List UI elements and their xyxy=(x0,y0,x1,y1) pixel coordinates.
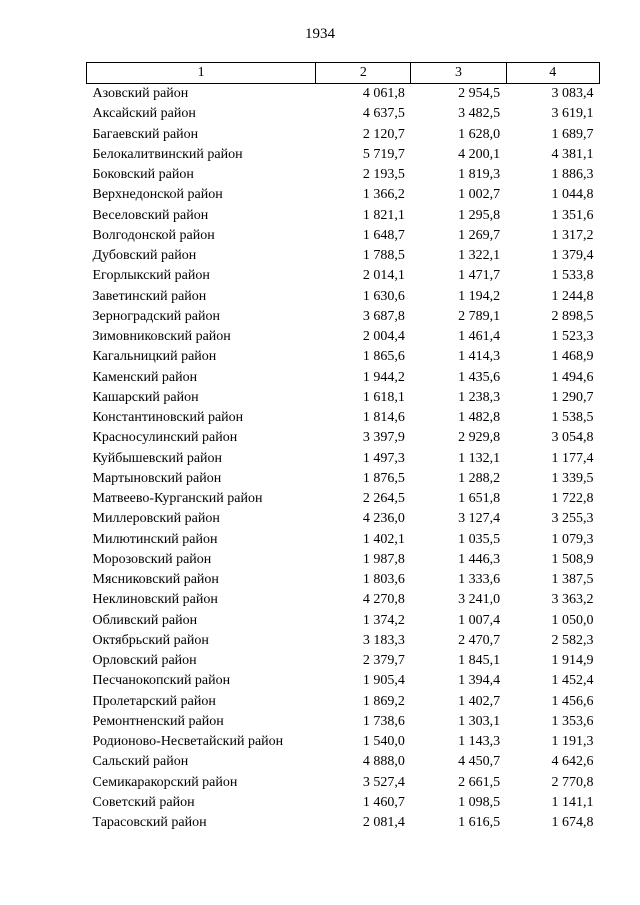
table-row xyxy=(87,530,600,550)
value-cell-col2: 5 719,7 xyxy=(362,146,405,162)
value-cell-col2: 4 270,8 xyxy=(362,592,405,608)
value-cell-col3: 1 845,1 xyxy=(458,653,501,669)
table-row xyxy=(87,773,600,793)
table-row xyxy=(87,449,600,469)
value-cell-col4: 3 054,8 xyxy=(551,430,594,446)
value-cell-col3: 3 241,0 xyxy=(458,592,501,608)
value-cell-col4: 1 079,3 xyxy=(551,531,594,547)
value-cell-col3: 1 616,5 xyxy=(458,815,501,831)
district-name-cell: Октябрьский район xyxy=(92,632,209,648)
value-cell-col2: 3 183,3 xyxy=(362,632,405,648)
value-cell-col3: 1 628,0 xyxy=(458,126,501,142)
value-cell-col3: 2 929,8 xyxy=(458,430,501,446)
district-name-cell: Мартыновский район xyxy=(92,470,222,486)
district-name-cell: Морозовский район xyxy=(92,551,212,567)
value-cell-col4: 1 538,5 xyxy=(551,410,594,426)
value-cell-col4: 1 886,3 xyxy=(551,167,594,183)
value-cell-col2: 1 869,2 xyxy=(362,693,405,709)
value-cell-col2: 2 004,4 xyxy=(362,329,405,345)
value-cell-col2: 1 460,7 xyxy=(362,794,405,810)
district-name-cell: Аксайский район xyxy=(92,106,196,122)
table-row xyxy=(87,428,600,448)
value-cell-col4: 1 317,2 xyxy=(551,227,594,243)
column-header-3: 3 xyxy=(411,63,506,84)
district-name-cell: Кагальницкий район xyxy=(92,349,217,365)
value-cell-col3: 1 288,2 xyxy=(458,470,501,486)
table-row xyxy=(87,327,600,347)
value-cell-col4: 1 141,1 xyxy=(551,794,594,810)
district-name-cell: Красносулинский район xyxy=(92,430,238,446)
value-cell-col2: 1 788,5 xyxy=(362,248,405,264)
value-cell-col3: 3 127,4 xyxy=(458,511,501,527)
district-name-cell: Дубовский район xyxy=(92,248,197,264)
table-row xyxy=(87,631,600,651)
value-cell-col2: 1 876,5 xyxy=(362,470,405,486)
value-cell-col3: 1 414,3 xyxy=(458,349,501,365)
table-row xyxy=(87,469,600,489)
district-name-cell: Семикаракорский район xyxy=(92,774,238,790)
value-cell-col4: 1 494,6 xyxy=(551,369,594,385)
district-name-cell: Тарасовский район xyxy=(92,815,207,831)
value-cell-col2: 4 888,0 xyxy=(362,754,405,770)
value-cell-col4: 1 674,8 xyxy=(551,815,594,831)
column-header-2: 2 xyxy=(316,63,411,84)
table-body xyxy=(87,84,600,834)
value-cell-col4: 1 452,4 xyxy=(551,673,594,689)
table-row xyxy=(87,185,600,205)
value-cell-col4: 1 523,3 xyxy=(551,329,594,345)
table-row xyxy=(87,651,600,671)
value-cell-col2: 4 236,0 xyxy=(362,511,405,527)
value-cell-col2: 1 738,6 xyxy=(362,713,405,729)
value-cell-col3: 1 819,3 xyxy=(458,167,501,183)
value-cell-col2: 4 061,8 xyxy=(362,86,405,102)
table-row xyxy=(87,550,600,570)
value-cell-col4: 1 351,6 xyxy=(551,207,594,223)
value-cell-col2: 1 366,2 xyxy=(362,187,405,203)
table-row xyxy=(87,590,600,610)
table-row xyxy=(87,206,600,226)
value-cell-col4: 3 255,3 xyxy=(551,511,594,527)
value-cell-col2: 1 648,7 xyxy=(362,227,405,243)
district-name-cell: Верхнедонской район xyxy=(92,187,223,203)
value-cell-col4: 1 387,5 xyxy=(551,572,594,588)
value-cell-col3: 1 461,4 xyxy=(458,329,501,345)
district-name-cell: Куйбышевский район xyxy=(92,450,223,466)
value-cell-col4: 2 770,8 xyxy=(551,774,594,790)
value-cell-col4: 1 379,4 xyxy=(551,248,594,264)
value-cell-col3: 2 661,5 xyxy=(458,774,501,790)
district-name-cell: Константиновский район xyxy=(92,410,244,426)
district-name-cell: Родионово-Несветайский район xyxy=(92,734,284,750)
table-row xyxy=(87,246,600,266)
value-cell-col2: 1 865,6 xyxy=(362,349,405,365)
table-row xyxy=(87,489,600,509)
value-cell-col4: 1 468,9 xyxy=(551,349,594,365)
value-cell-col4: 1 339,5 xyxy=(551,470,594,486)
district-name-cell: Песчанокопский район xyxy=(92,673,231,689)
value-cell-col2: 1 618,1 xyxy=(362,389,405,405)
value-cell-col4: 1 722,8 xyxy=(551,491,594,507)
value-cell-col3: 1 098,5 xyxy=(458,794,501,810)
value-cell-col3: 1 269,7 xyxy=(458,227,501,243)
value-cell-col3: 1 143,3 xyxy=(458,734,501,750)
table-row xyxy=(87,84,600,105)
district-name-cell: Белокалитвинский район xyxy=(92,146,243,162)
table-row xyxy=(87,793,600,813)
value-cell-col2: 3 687,8 xyxy=(362,308,405,324)
district-name-cell: Боковский район xyxy=(92,167,194,183)
value-cell-col4: 1 050,0 xyxy=(551,612,594,628)
district-name-cell: Ремонтненский район xyxy=(92,713,224,729)
district-name-cell: Зимовниковский район xyxy=(92,329,231,345)
district-name-cell: Миллеровский район xyxy=(92,511,220,527)
district-name-cell: Зерноградский район xyxy=(92,308,220,324)
value-cell-col2: 1 821,1 xyxy=(362,207,405,223)
value-cell-col3: 4 200,1 xyxy=(458,146,501,162)
table-row xyxy=(87,125,600,145)
value-cell-col4: 1 290,7 xyxy=(551,389,594,405)
value-cell-col2: 1 402,1 xyxy=(362,531,405,547)
table-row xyxy=(87,813,600,833)
value-cell-col3: 1 471,7 xyxy=(458,268,501,284)
table-row xyxy=(87,287,600,307)
value-cell-col4: 2 582,3 xyxy=(551,632,594,648)
value-cell-col4: 1 177,4 xyxy=(551,450,594,466)
value-cell-col2: 1 944,2 xyxy=(362,369,405,385)
district-name-cell: Каменский район xyxy=(92,369,198,385)
table-row xyxy=(87,712,600,732)
value-cell-col3: 1 482,8 xyxy=(458,410,501,426)
value-cell-col2: 3 397,9 xyxy=(362,430,405,446)
district-name-cell: Багаевский район xyxy=(92,126,199,142)
value-cell-col2: 1 987,8 xyxy=(362,551,405,567)
district-name-cell: Обливский район xyxy=(92,612,198,628)
value-cell-col4: 1 244,8 xyxy=(551,288,594,304)
value-cell-col2: 1 374,2 xyxy=(362,612,405,628)
value-cell-col4: 1 914,9 xyxy=(551,653,594,669)
value-cell-col3: 1 446,3 xyxy=(458,551,501,567)
table-row xyxy=(87,388,600,408)
table-row xyxy=(87,165,600,185)
value-cell-col4: 3 083,4 xyxy=(551,86,594,102)
table-row xyxy=(87,671,600,691)
table-row xyxy=(87,732,600,752)
district-name-cell: Милютинский район xyxy=(92,531,218,547)
district-name-cell: Матвеево-Курганский район xyxy=(92,491,263,507)
district-name-cell: Сальский район xyxy=(92,754,189,770)
value-cell-col3: 1 303,1 xyxy=(458,713,501,729)
value-cell-col4: 3 619,1 xyxy=(551,106,594,122)
table-row xyxy=(87,145,600,165)
table-row xyxy=(87,226,600,246)
value-cell-col3: 2 954,5 xyxy=(458,86,501,102)
table-row xyxy=(87,104,600,124)
district-name-cell: Мясниковский район xyxy=(92,572,219,588)
district-name-cell: Веселовский район xyxy=(92,207,209,223)
value-cell-col4: 1 533,8 xyxy=(551,268,594,284)
value-cell-col2: 1 905,4 xyxy=(362,673,405,689)
district-name-cell: Волгодонской район xyxy=(92,227,215,243)
value-cell-col2: 1 814,6 xyxy=(362,410,405,426)
district-name-cell: Неклиновский район xyxy=(92,592,218,608)
value-cell-col3: 1 322,1 xyxy=(458,248,501,264)
value-cell-col3: 2 789,1 xyxy=(458,308,501,324)
value-cell-col3: 3 482,5 xyxy=(458,106,501,122)
district-name-cell: Пролетарский район xyxy=(92,693,216,709)
value-cell-col2: 2 120,7 xyxy=(362,126,405,142)
value-cell-col2: 1 540,0 xyxy=(362,734,405,750)
table-row xyxy=(87,509,600,529)
value-cell-col3: 1 295,8 xyxy=(458,207,501,223)
value-cell-col3: 1 333,6 xyxy=(458,572,501,588)
district-name-cell: Кашарский район xyxy=(92,389,199,405)
value-cell-col2: 2 014,1 xyxy=(362,268,405,284)
value-cell-col3: 1 651,8 xyxy=(458,491,501,507)
value-cell-col2: 1 630,6 xyxy=(362,288,405,304)
value-cell-col3: 2 470,7 xyxy=(458,632,501,648)
table-row xyxy=(87,692,600,712)
table-row xyxy=(87,570,600,590)
table-row xyxy=(87,307,600,327)
value-cell-col4: 3 363,2 xyxy=(551,592,594,608)
table-row xyxy=(87,368,600,388)
value-cell-col4: 1 689,7 xyxy=(551,126,594,142)
value-cell-col3: 1 435,6 xyxy=(458,369,501,385)
value-cell-col2: 2 081,4 xyxy=(362,815,405,831)
district-name-cell: Орловский район xyxy=(92,653,197,669)
value-cell-col3: 1 035,5 xyxy=(458,531,501,547)
district-name-cell: Заветинский район xyxy=(92,288,207,304)
value-cell-col3: 1 238,3 xyxy=(458,389,501,405)
table-row xyxy=(87,611,600,631)
value-cell-col2: 4 637,5 xyxy=(362,106,405,122)
value-cell-col3: 1 394,4 xyxy=(458,673,501,689)
value-cell-col4: 4 381,1 xyxy=(551,146,594,162)
value-cell-col4: 1 191,3 xyxy=(551,734,594,750)
value-cell-col2: 1 803,6 xyxy=(362,572,405,588)
value-cell-col3: 1 402,7 xyxy=(458,693,501,709)
value-cell-col4: 2 898,5 xyxy=(551,308,594,324)
value-cell-col3: 4 450,7 xyxy=(458,754,501,770)
value-cell-col2: 1 497,3 xyxy=(362,450,405,466)
table-row xyxy=(87,347,600,367)
value-cell-col2: 2 379,7 xyxy=(362,653,405,669)
column-header-1: 1 xyxy=(87,63,316,84)
value-cell-col3: 1 007,4 xyxy=(458,612,501,628)
value-cell-col4: 1 044,8 xyxy=(551,187,594,203)
value-cell-col3: 1 002,7 xyxy=(458,187,501,203)
table-row xyxy=(87,752,600,772)
table-row xyxy=(87,408,600,428)
value-cell-col2: 3 527,4 xyxy=(362,774,405,790)
value-cell-col4: 1 508,9 xyxy=(551,551,594,567)
table-header-row xyxy=(87,63,600,84)
district-table xyxy=(86,62,600,833)
district-name-cell: Егорлыкский район xyxy=(92,268,210,284)
district-name-cell: Азовский район xyxy=(92,86,189,102)
value-cell-col2: 2 264,5 xyxy=(362,491,405,507)
value-cell-col3: 1 132,1 xyxy=(458,450,501,466)
table-row xyxy=(87,266,600,286)
value-cell-col4: 4 642,6 xyxy=(551,754,594,770)
column-header-4: 4 xyxy=(506,63,599,84)
value-cell-col4: 1 456,6 xyxy=(551,693,594,709)
value-cell-col4: 1 353,6 xyxy=(551,713,594,729)
district-name-cell: Советский район xyxy=(92,794,195,810)
value-cell-col3: 1 194,2 xyxy=(458,288,501,304)
page-number: 1934 xyxy=(305,26,335,42)
value-cell-col2: 2 193,5 xyxy=(362,167,405,183)
